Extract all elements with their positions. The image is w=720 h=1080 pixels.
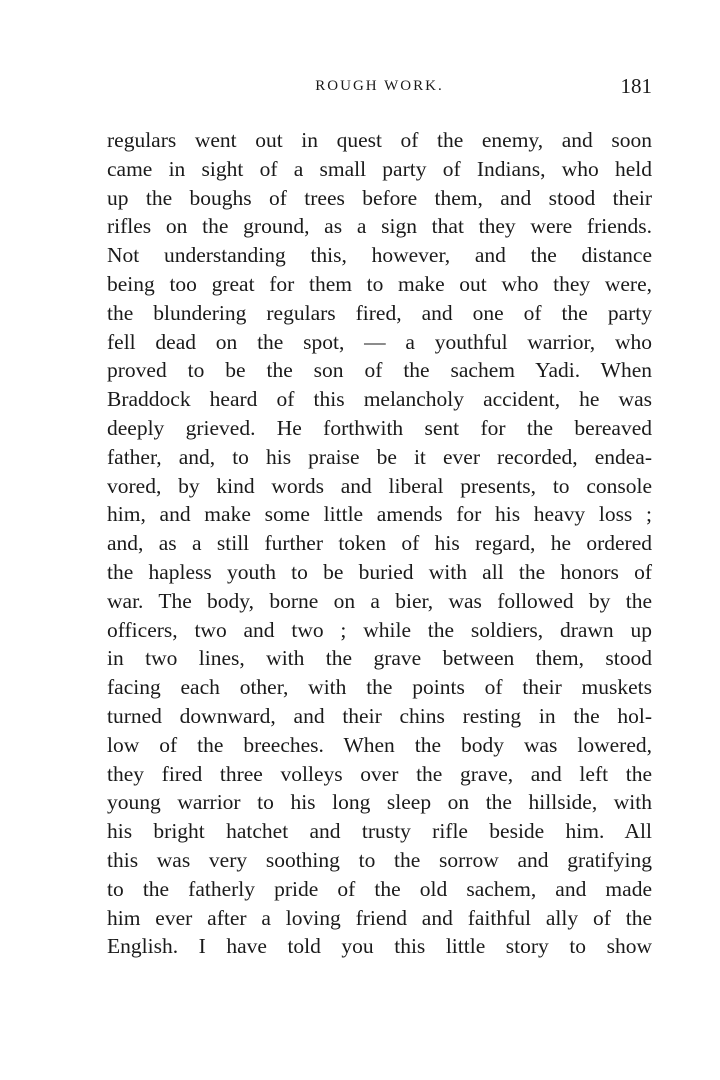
text-line: proved to be the son of the sachem Yadi. When <box>107 358 652 383</box>
text-line: the blundering regulars fired, and one of the party <box>107 300 652 325</box>
text-line: officers, two and two ; while the soldiers, drawn up <box>107 617 652 642</box>
text-line: came in sight of a small party of Indians, who held <box>107 156 652 181</box>
text-line: Not understanding this, however, and the distance <box>107 243 652 268</box>
running-title: ROUGH WORK. <box>315 78 444 94</box>
text-line: war. The body, borne on a bier, was followed by the <box>107 588 652 613</box>
text-line: rifles on the ground, as a sign that they were friends. <box>107 214 652 239</box>
running-head <box>107 74 652 108</box>
text-line: in two lines, with the grave between them, stood <box>107 646 652 671</box>
text-line: being too great for them to make out who they were, <box>107 271 652 296</box>
text-line: and, as a still further token of his regard, he ordered <box>107 531 652 556</box>
text-line: English. I have told you this little story to show <box>107 934 652 959</box>
text-line: this was very soothing to the sorrow and gratifying <box>107 847 652 872</box>
page-number: 181 <box>620 74 652 98</box>
text-line: young warrior to his long sleep on the hillside, with <box>107 790 652 815</box>
text-line: him ever after a loving friend and faithful ally of the <box>107 905 652 930</box>
text-line: his bright hatchet and trusty rifle beside him. All <box>107 819 652 844</box>
text-line: up the boughs of trees before them, and stood their <box>107 185 652 210</box>
text-line: to the fatherly pride of the old sachem, and made <box>107 876 652 901</box>
text-line: regulars went out in quest of the enemy, and soon <box>107 128 652 152</box>
text-line: the hapless youth to be buried with all the honors of <box>107 559 652 584</box>
text-line: deeply grieved. He forthwith sent for the bereaved <box>107 415 652 440</box>
text-line: fell dead on the spot, — a youthful warrior, who <box>107 329 652 354</box>
text-line: low of the breeches. When the body was lowered, <box>107 732 652 757</box>
book-page <box>107 74 652 961</box>
text-line: vored, by kind words and liberal presents, to console <box>107 473 652 498</box>
text-line: turned downward, and their chins resting in the hol- <box>107 703 652 728</box>
text-line: father, and, to his praise be it ever recorded, endea- <box>107 444 652 469</box>
body-text <box>107 126 652 961</box>
text-line: him, and make some little amends for his heavy loss ; <box>107 502 652 527</box>
text-line: they fired three volleys over the grave, and left the <box>107 761 652 786</box>
text-line: Braddock heard of this melancholy accident, he was <box>107 387 652 412</box>
text-line: facing each other, with the points of their muskets <box>107 675 652 700</box>
